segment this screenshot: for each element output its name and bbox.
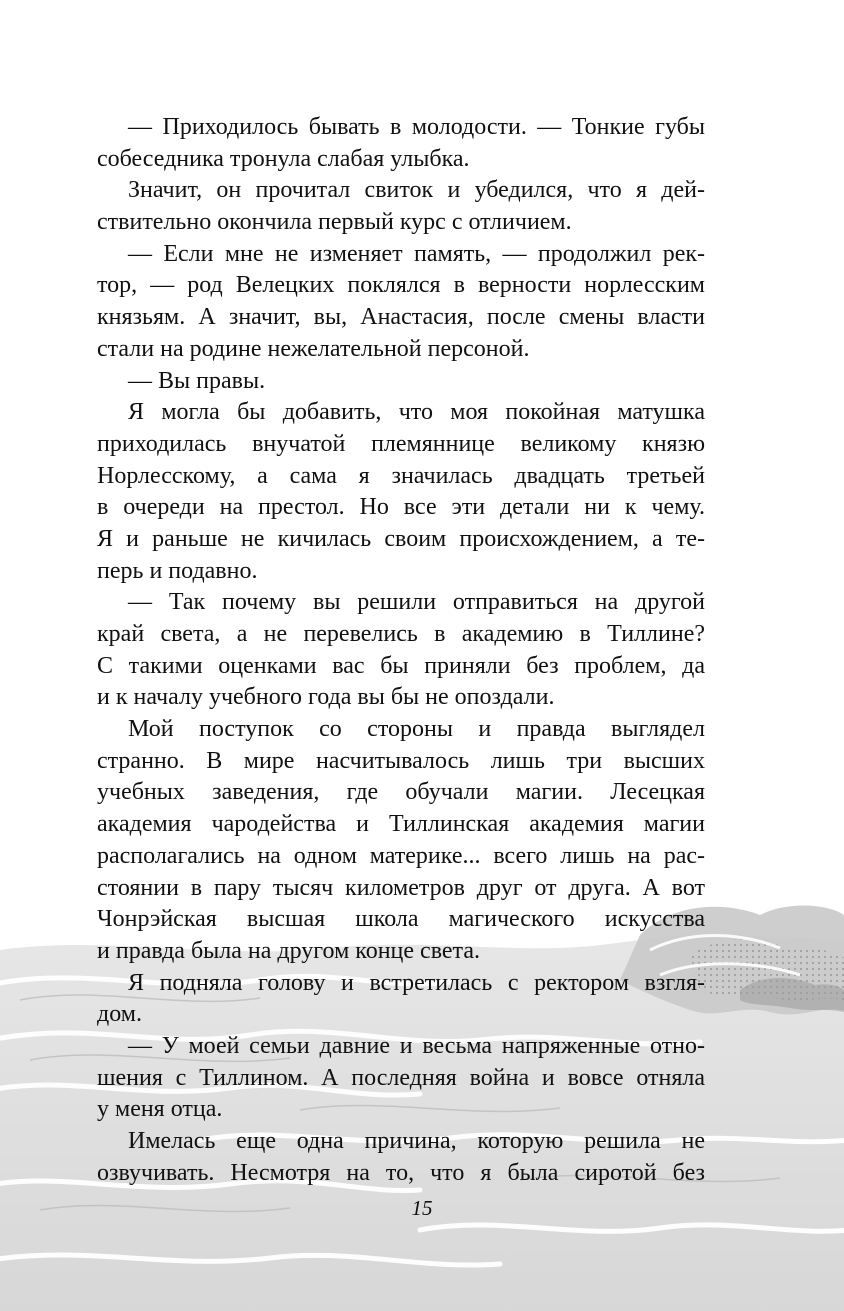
text-line: и правда была на другом конце света.: [97, 937, 480, 964]
page-number: 15: [411, 1196, 433, 1220]
text-line: Я подняла голову и встретилась с ректором взгля-: [128, 969, 705, 996]
text-line: — Если мне не изменяет память, — продолжил рек-: [128, 240, 705, 267]
body-text: [97, 112, 705, 1189]
text-line: — У моей семьи давние и весьма напряженные отно-: [128, 1032, 705, 1059]
text-line: и к началу учебного года вы бы не опоздали.: [97, 684, 555, 711]
text-line: академия чародейства и Тиллинская академия магии: [97, 811, 705, 838]
text-line: Норлесскому, а сама я значилась двадцать третьей: [97, 462, 705, 489]
text-line: учебных заведения, где обучали магии. Лесецкая: [97, 779, 705, 806]
text-line: Я могла бы добавить, что моя покойная матушка: [128, 399, 705, 426]
text-line: край света, а не перевелись в академию в Тиллине?: [97, 621, 705, 647]
text-line: Я и раньше не кичилась своим происхождением, а те-: [97, 525, 705, 552]
text-line: приходилась внучатой племяннице великому князю: [97, 430, 705, 457]
text-line: ствительно окончила первый курс с отличием.: [97, 209, 572, 236]
text-line: С такими оценками вас бы приняли без проблем, да: [97, 652, 705, 679]
text-line: собеседника тронула слабая улыбка.: [97, 145, 470, 172]
text-line: Имелась еще одна причина, которую решила не: [128, 1128, 705, 1154]
text-line: стали на родине нежелательной персоной.: [97, 335, 530, 362]
text-line: располагались на одном материке... всего лишь на рас-: [97, 842, 705, 869]
text-line: — Приходилось бывать в молодости. — Тонкие губы: [128, 114, 705, 140]
text-line: дом.: [97, 1001, 142, 1028]
text-line: — Так почему вы решили отправиться на другой: [128, 589, 705, 616]
text-line: стоянии в пару тысяч километров друг от друга. А вот: [97, 874, 705, 901]
text-line: озвучивать. Несмотря на то, что я была сиротой без: [97, 1159, 705, 1186]
text-line: шения с Тиллином. А последняя война и вовсе отняла: [97, 1064, 705, 1091]
text-line: в очереди на престол. Но все эти детали ни к чему.: [97, 494, 705, 521]
text-line: Чонрэйская высшая школа магического искусства: [97, 906, 705, 933]
text-line: странно. В мире насчитывалось лишь три высших: [97, 747, 705, 774]
text-line: Значит, он прочитал свиток и убедился, что я дей-: [128, 177, 705, 204]
text-line: тор, — род Велецких поклялся в верности норлесским: [97, 272, 705, 299]
text-line: — Вы правы.: [128, 367, 266, 394]
text-line: у меня отца.: [97, 1096, 223, 1123]
text-line: перь и подавно.: [97, 557, 258, 584]
text-line: Мой поступок со стороны и правда выглядел: [128, 716, 705, 743]
text-line: князьям. А значит, вы, Анастасия, после смены власти: [97, 304, 705, 331]
